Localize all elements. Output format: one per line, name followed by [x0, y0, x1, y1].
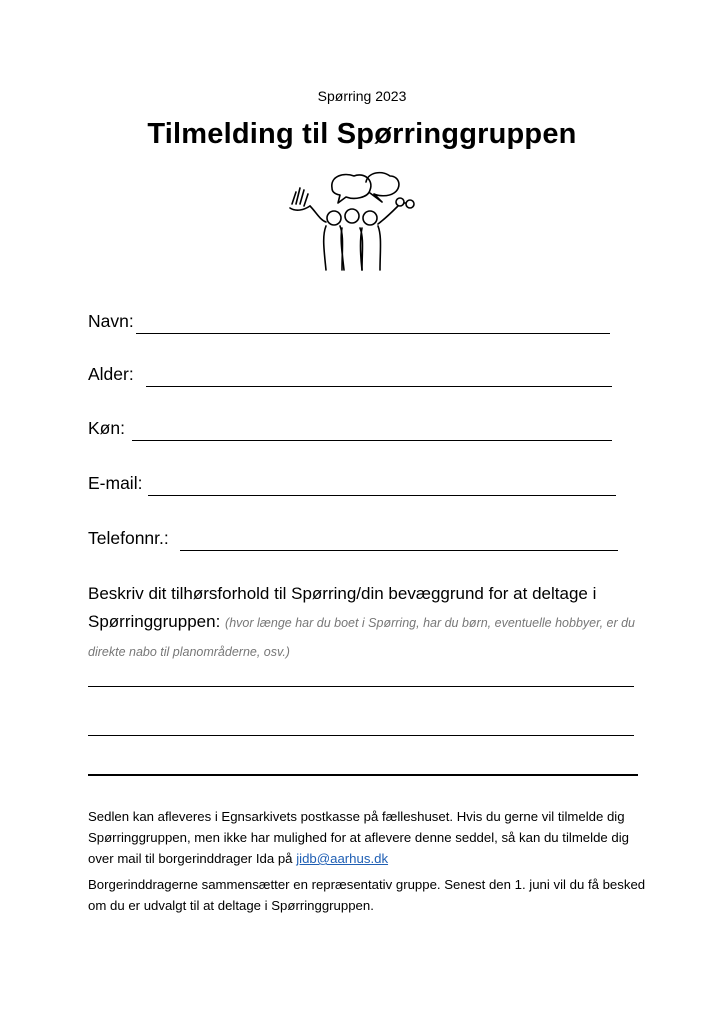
phone-field[interactable]	[88, 528, 648, 554]
description-answer-line-1[interactable]	[88, 686, 634, 687]
age-field[interactable]	[88, 364, 648, 390]
document-title: Tilmelding til Spørringgruppen	[147, 118, 577, 150]
description-prompt-text: Beskriv dit tilhørsforhold til Spørring/din bevæggrund for at deltage i Spørringgruppen:	[88, 584, 597, 631]
name-input-line[interactable]	[136, 333, 610, 334]
phone-input-line[interactable]	[180, 550, 618, 551]
gender-label: Køn:	[88, 418, 125, 438]
group-conversation-icon	[282, 166, 422, 274]
age-label: Alder:	[88, 364, 134, 384]
description-prompt	[88, 580, 648, 666]
name-label: Navn:	[88, 311, 134, 331]
document-subtitle: Spørring 2023	[317, 88, 407, 104]
age-input-line[interactable]	[146, 386, 612, 387]
email-field[interactable]	[88, 473, 648, 499]
description-answer-line-2[interactable]	[88, 735, 634, 736]
gender-input-line[interactable]	[132, 440, 612, 441]
email-input-line[interactable]	[148, 495, 616, 496]
description-hint: (hvor længe har du boet i Spørring, har du børn, eventuelle hobbyer, er du direkte nabo til planområderne, osv.)	[88, 616, 636, 659]
phone-label: Telefonnr.:	[88, 528, 169, 548]
selection-note: Borgerinddragerne sammensætter en repræsentativ gruppe. Senest den 1. juni vil du få besked om du er udvalgt til at deltage i Spørringgruppen.	[88, 877, 646, 913]
gender-field[interactable]	[88, 418, 648, 444]
description-answer-line-3[interactable]	[88, 774, 638, 776]
name-field[interactable]	[88, 311, 648, 337]
email-label: E-mail:	[88, 473, 143, 493]
contact-email-link[interactable]: jidb@aarhus.dk	[296, 851, 389, 866]
delivery-note-text: Sedlen kan afleveres i Egnsarkivets postkasse på fælleshuset. Hvis du gerne vil tilmelde dig Spørringgruppen, men ikke har mulighed for at aflevere denne seddel, så kan du tilmelde dig over mail til borgerinddrager Ida på	[88, 809, 630, 866]
delivery-note	[88, 806, 648, 869]
